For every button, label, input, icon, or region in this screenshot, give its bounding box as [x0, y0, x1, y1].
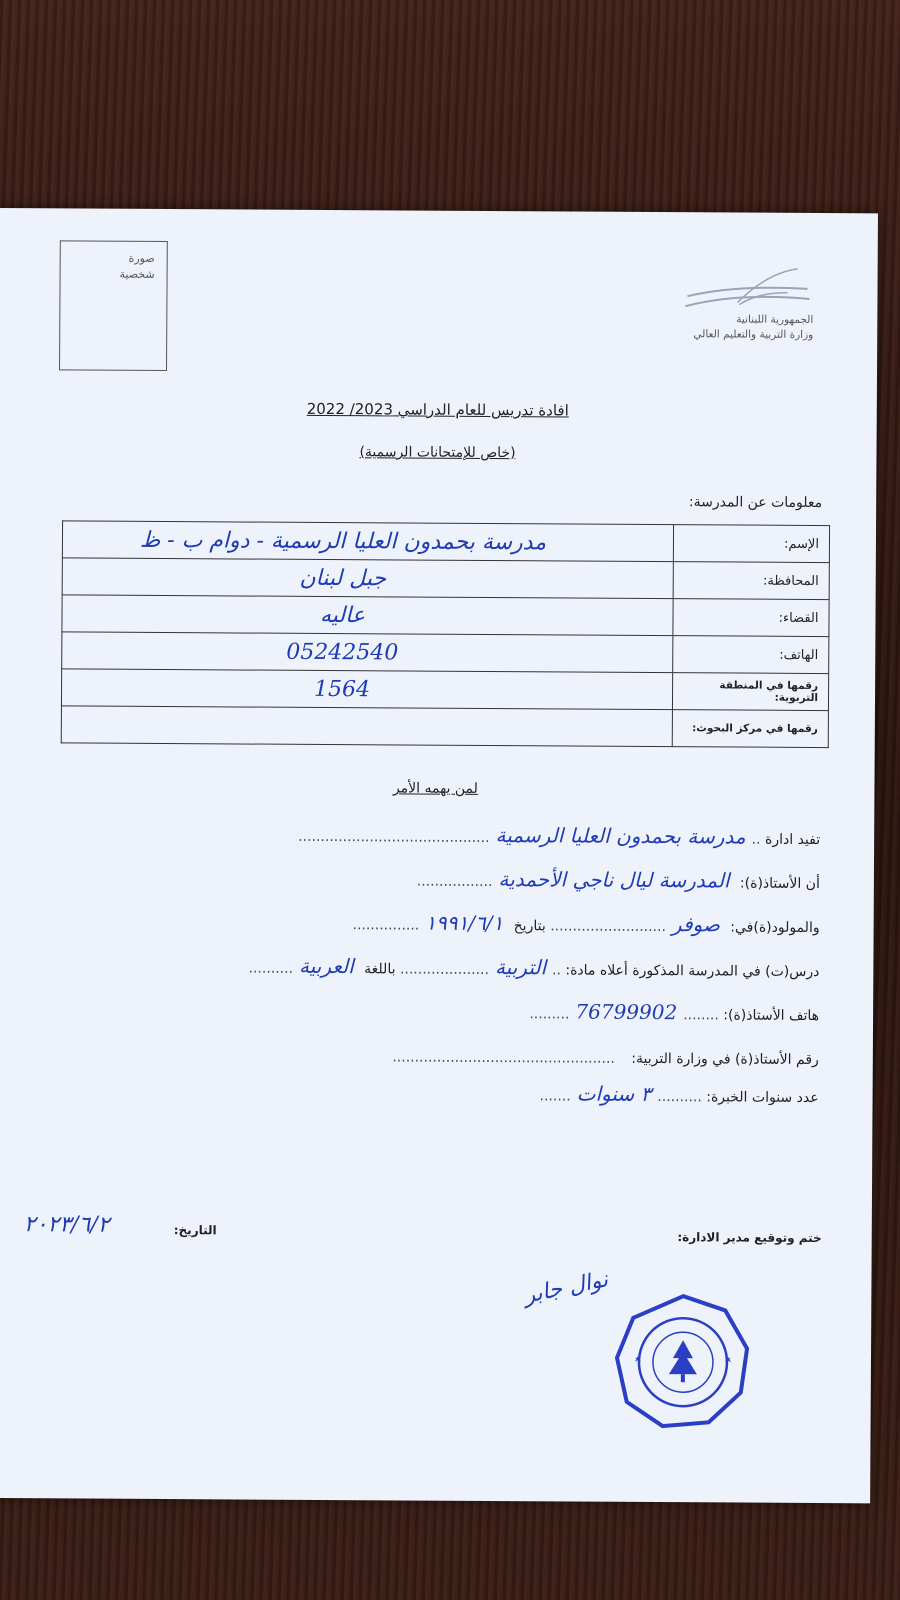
school-section-label: معلومات عن المدرسة: [688, 494, 823, 512]
governorate-value: جبل لبنان [62, 558, 673, 599]
date-value: ٢٠٢٣/٦/٢ [23, 1212, 110, 1238]
born-line: والمولود(ة)في: صوفر.......................... بتاريخ ١٩٩١/٦/١............... [352, 910, 820, 937]
admin-label: تفيد ادارة [764, 831, 821, 849]
language-value: العربية [299, 953, 354, 979]
teacher-value: المدرسة ليال ناجي الأحمدية [498, 867, 730, 893]
ministry-line-2: وزارة التربية والتعليم العالي [693, 328, 814, 341]
region-number-value: 1564 [61, 669, 672, 710]
teacher-line: أن الأستاذ(ة): المدرسة ليال ناجي الأحمدية................. [416, 867, 820, 893]
ministry-header [613, 312, 813, 343]
table-row [61, 706, 828, 748]
experience-line: عدد سنوات الخبرة: ..........٣ سنوات....... [539, 1081, 819, 1107]
table-row [62, 595, 829, 637]
signature-label: ختم وتوقيع مدير الادارة: [677, 1230, 822, 1246]
teacher-phone-value: 76799902 [575, 999, 678, 1025]
subject-value: التربية [494, 955, 547, 980]
school-info-table [61, 520, 830, 748]
phone-value: 05242540 [62, 632, 673, 673]
ministry-number-label: رقم الأستاذ(ة) في وزارة التربية: [631, 1050, 819, 1069]
governorate-label: المحافظة: [673, 562, 829, 600]
document-subtitle: (خاص للإمتحانات الرسمية) [359, 444, 516, 462]
to-whom-heading: لمن يهمه الأمر [392, 780, 478, 797]
table-row [62, 558, 829, 600]
experience-label: عدد سنوات الخبرة: [706, 1089, 819, 1107]
table-row [62, 632, 829, 674]
admin-value: مدرسة بحمدون العليا الرسمية [495, 823, 746, 849]
born-label: والمولود(ة)في: [730, 919, 820, 937]
school-name-value: مدرسة بحمدون العليا الرسمية - دوام ب - ظ [62, 521, 673, 562]
region-number-label: رقمها في المنطقة التربوية: [672, 673, 828, 711]
ministry-line-1: الجمهورية اللبنانية [736, 313, 814, 326]
school-name-label: الإسم: [673, 525, 829, 563]
subject-label: درس(ت) في المدرسة المذكورة أعلاه مادة: [565, 962, 820, 981]
district-label: القضاء: [673, 599, 829, 637]
document-title: افادة تدريس للعام الدراسي 2023/ 2022 [306, 399, 569, 420]
table-row [61, 669, 828, 711]
language-label: باللغة [364, 961, 396, 978]
official-stamp-icon [613, 1292, 754, 1433]
photo-label-2: شخصية [119, 267, 155, 281]
research-center-number-value [61, 706, 672, 747]
teacher-phone-line: هاتف الأستاذ(ة): ........76799902......... [529, 999, 820, 1025]
birth-date-value: ١٩٩١/٦/١ [425, 910, 504, 936]
photo-label-1: صورة [128, 251, 155, 265]
birth-date-label: بتاريخ [513, 918, 546, 935]
photo-placeholder-box [59, 240, 168, 371]
teacher-label: أن الأستاذ(ة): [739, 875, 820, 893]
district-value: عاليه [62, 595, 673, 636]
admin-line: تفيد ادارة ..مدرسة بحمدون العليا الرسمية........................................... [298, 823, 821, 849]
research-center-number-label: رقمها في مركز البحوث: [672, 710, 828, 748]
born-value: صوفر [671, 912, 720, 937]
phone-label: الهاتف: [673, 636, 829, 674]
subject-line: درس(ت) في المدرسة المذكورة أعلاه مادة: ..التربية.................... باللغة العربية.......... [248, 953, 820, 981]
date-label: التاريخ: [173, 1223, 217, 1238]
teacher-phone-label: هاتف الأستاذ(ة): [723, 1007, 820, 1025]
ministry-number-line: رقم الأستاذ(ة) في وزارة التربية: .................................................. [392, 1042, 819, 1069]
document-paper [0, 208, 878, 1503]
experience-value: ٣ سنوات [576, 1081, 652, 1106]
director-signature: نوال جابر [521, 1267, 611, 1309]
table-row [62, 521, 829, 563]
ministry-number-value [615, 1044, 627, 1068]
